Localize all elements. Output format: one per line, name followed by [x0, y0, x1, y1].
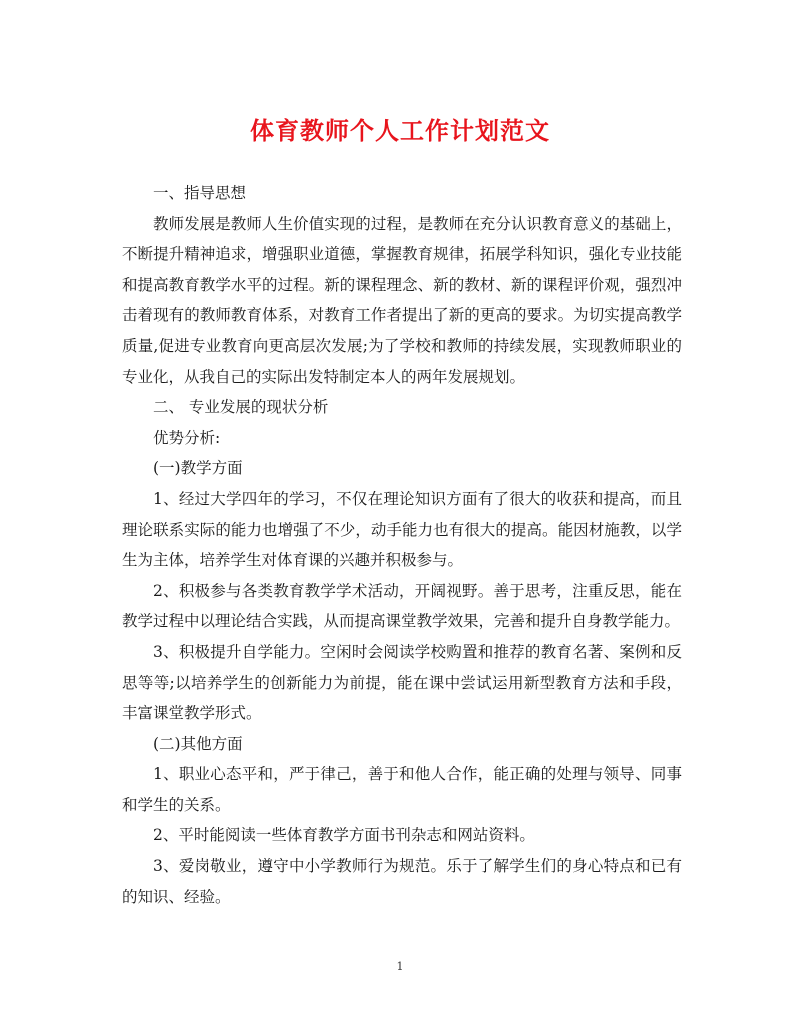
section-heading-status-analysis: 二、 专业发展的现状分析: [153, 398, 329, 417]
list-item-teaching-2: 2、积极参与各类教育教学学术活动，开阔视野。善于思考，注重反思，能在教学过程中以理论结合实践，从而提高课堂教学效果，完善和提升自身教学能力。: [122, 581, 682, 631]
list-item-other-3: 3、爱岗敬业，遵守中小学教师行为规范。乐于了解学生们的身心特点和已有的知识、经验。: [122, 857, 682, 906]
list-item-other-1: 1、职业心态平和，严于律己，善于和他人合作，能正确的处理与领导、同事和学生的关系。: [122, 765, 682, 814]
document-title: 体育教师个人工作计划范文: [250, 116, 550, 145]
list-item-teaching-1: 1、经过大学四年的学习，不仅在理论知识方面有了很大的收获和提高，而且理论联系实际的能力也增强了不少，动手能力也有很大的提高。能因材施教，以学生为主体，培养学生对体育课的兴趣并积极参与。: [122, 489, 682, 570]
subheading-other: (二)其他方面: [153, 734, 243, 753]
paragraph-teacher-development: 教师发展是教师人生价值实现的过程，是教师在充分认识教育意义的基础上，不断提升精神追求，增强职业道德，掌握教育规律，拓展学科知识，强化专业技能和提高教育教学水平的过程。新的课程理念、新的教材、新的课程评价观，强烈冲击着现有的教师教育体系，对教育工作者提出了新的更高的要求。为切实提高教学质量,促进专业教育向更高层次发展;为了学校和教师的持续发展，实现教师职业的专业化，从我自己的实际出发特制定本人的两年发展规划。: [122, 214, 682, 386]
subheading-strengths: 优势分析:: [153, 428, 221, 447]
section-heading-guiding-thought: 一、指导思想: [153, 184, 247, 202]
list-item-teaching-3: 3、积极提升自学能力。空闲时会阅读学校购置和推荐的教育名著、案例和反思等等;以培养学生的创新能力为前提，能在课中尝试运用新型教育方法和手段，丰富课堂教学形式。: [122, 642, 682, 723]
document-body: [122, 178, 682, 912]
page-number: 1: [396, 960, 404, 973]
list-item-other-2: 2、平时能阅读一些体育教学方面书刊杂志和网站资料。: [153, 826, 535, 845]
subheading-teaching: (一)教学方面: [153, 459, 243, 478]
